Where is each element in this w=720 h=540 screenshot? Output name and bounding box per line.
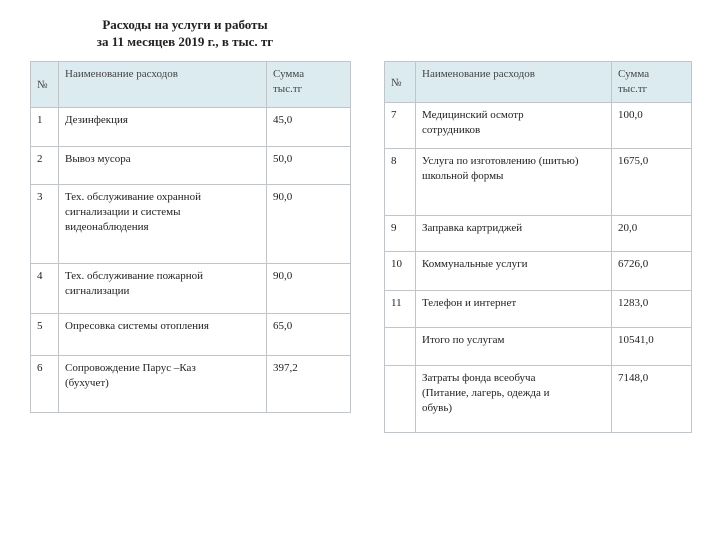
row-name-line: Тех. обслуживание охранной — [65, 191, 201, 203]
row-num: 3 — [31, 185, 59, 264]
row-name — [59, 356, 267, 413]
title-line-2: за 11 месяцев 2019 г., в тыс. тг — [96, 34, 274, 49]
row-num: 2 — [31, 147, 59, 185]
row-sum: 50,0 — [267, 147, 351, 185]
row-name-line: Вывоз мусора — [65, 153, 131, 165]
row-name — [416, 366, 612, 433]
header-sum-line-2: тыс.тг — [273, 83, 303, 95]
row-sum: 1675,0 — [612, 149, 692, 216]
row-sum: 397,2 — [267, 356, 351, 413]
row-name — [416, 216, 612, 252]
row-name-line: Затраты фонда всеобуча — [422, 372, 536, 384]
header-sum-line-1: Сумма — [618, 68, 650, 80]
expenses-table-left — [30, 61, 351, 413]
row-name — [416, 328, 612, 366]
table-row — [31, 185, 351, 264]
header-sum — [267, 62, 351, 108]
row-num: 11 — [385, 291, 416, 328]
header-num: № — [31, 62, 59, 108]
table-row — [31, 314, 351, 356]
row-name — [59, 108, 267, 147]
row-sum: 90,0 — [267, 185, 351, 264]
row-name-line: Заправка картриджей — [422, 222, 523, 234]
table-row — [31, 147, 351, 185]
row-name — [59, 264, 267, 314]
row-name-line: Сопровождение Парус –Каз — [65, 362, 196, 374]
table-row — [31, 356, 351, 413]
row-sum: 6726,0 — [612, 252, 692, 291]
row-name-line: Дезинфекция — [65, 114, 128, 126]
row-num: 6 — [31, 356, 59, 413]
table-row — [385, 252, 692, 291]
row-sum: 65,0 — [267, 314, 351, 356]
row-name — [416, 291, 612, 328]
table-header-row — [31, 62, 351, 108]
table-row — [385, 216, 692, 252]
header-sum-line-2: тыс.тг — [618, 83, 648, 95]
row-num: 8 — [385, 149, 416, 216]
page-title — [60, 16, 310, 50]
row-name-line: Коммунальные услуги — [422, 258, 528, 270]
table-row — [385, 366, 692, 433]
row-name-line: школьной формы — [422, 170, 504, 182]
row-name — [416, 252, 612, 291]
table-row — [31, 108, 351, 147]
row-name-line: сотрудников — [422, 124, 481, 136]
row-name-line: Опресовка системы отопления — [65, 320, 209, 332]
row-sum: 45,0 — [267, 108, 351, 147]
row-name-line: Услуга по изготовлению (шитью) — [422, 155, 579, 167]
table-row-total — [385, 328, 692, 366]
row-num: 7 — [385, 103, 416, 149]
header-name: Наименование расходов — [59, 62, 267, 108]
row-sum: 7148,0 — [612, 366, 692, 433]
expenses-table-right — [384, 61, 692, 433]
row-name — [416, 103, 612, 149]
header-num: № — [385, 62, 416, 103]
row-name-line: Телефон и интернет — [422, 297, 517, 309]
row-name — [59, 314, 267, 356]
row-sum: 100,0 — [612, 103, 692, 149]
row-num: 9 — [385, 216, 416, 252]
table-row — [31, 264, 351, 314]
row-name-line: (Питание, лагерь, одежда и — [422, 387, 550, 399]
header-sum — [612, 62, 692, 103]
row-sum: 20,0 — [612, 216, 692, 252]
row-num: 4 — [31, 264, 59, 314]
row-name-line: сигнализации — [65, 285, 130, 297]
row-name-line: сигнализации и системы — [65, 206, 181, 218]
row-name-line: (бухучет) — [65, 377, 109, 389]
table-header-row — [385, 62, 692, 103]
table-row — [385, 291, 692, 328]
row-num: 10 — [385, 252, 416, 291]
row-name-line: Тех. обслуживание пожарной — [65, 270, 204, 282]
row-name-line: видеонаблюдения — [65, 221, 149, 233]
header-sum-line-1: Сумма — [273, 68, 305, 80]
row-name-line: Медицинский осмотр — [422, 109, 524, 121]
table-row — [385, 103, 692, 149]
title-line-1: Расходы на услуги и работы — [102, 17, 268, 32]
row-name-line: обувь) — [422, 402, 453, 414]
row-name-line: Итого по услугам — [422, 334, 505, 346]
row-num — [385, 328, 416, 366]
row-sum: 10541,0 — [612, 328, 692, 366]
table-row — [385, 149, 692, 216]
row-name — [416, 149, 612, 216]
row-num: 5 — [31, 314, 59, 356]
row-name — [59, 185, 267, 264]
row-sum: 90,0 — [267, 264, 351, 314]
row-name — [59, 147, 267, 185]
header-name: Наименование расходов — [416, 62, 612, 103]
row-sum: 1283,0 — [612, 291, 692, 328]
row-num — [385, 366, 416, 433]
row-num: 1 — [31, 108, 59, 147]
